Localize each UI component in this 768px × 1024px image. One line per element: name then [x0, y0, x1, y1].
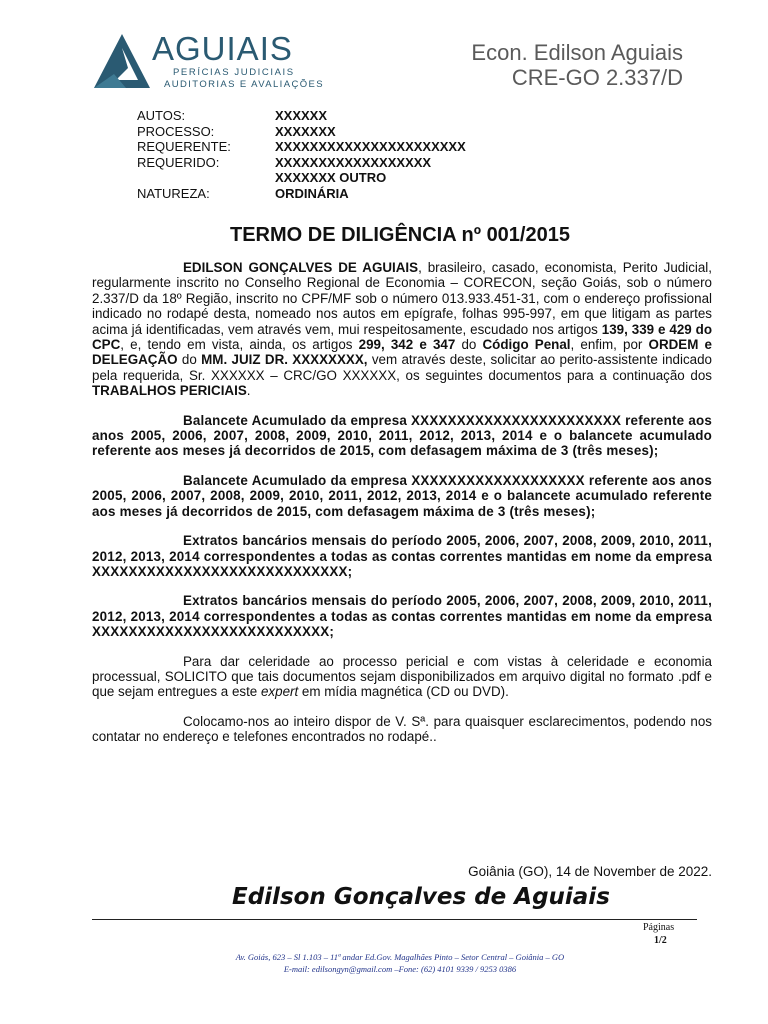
closing-paragraph: Colocamo-nos ao inteiro dispor de V. Sª. para quaisquer esclarecimentos, podendo nos contatar no endereço e telefones encontrados no rodapé..: [92, 713, 712, 745]
natureza-value: ORDINÁRIA: [275, 185, 349, 201]
header-registration: CRE-GO 2.337/D: [511, 65, 683, 90]
requerido-value: XXXXXXXXXXXXXXXXXX: [275, 154, 432, 170]
page-number: 1/2: [654, 935, 667, 946]
request-item: Extratos bancários mensais do período 2005, 2006, 2007, 2008, 2009, 2010, 2011, 2012, 2013, 2014 correspondentes a todas as contas correntes mantidas em nome da empresa XXXXXXXXXXXXXXXXXXXXXXXXXX;: [92, 593, 712, 640]
requerido-value-2: XXXXXXX OUTRO: [275, 170, 387, 185]
footer-address: Av. Goiás, 623 – Sl 1.103 – 11ª andar Ed.Gov. Magalhães Pinto – Setor Central – Goiânia – GO: [235, 952, 565, 962]
signature: Edilson Gonçalves de Aguiais: [232, 884, 610, 910]
document-date: Goiânia (GO), 14 de November de 2022.: [468, 864, 712, 879]
natureza-label: NATUREZA:: [137, 185, 210, 201]
autos-label: AUTOS:: [137, 108, 186, 123]
document-body: [92, 260, 712, 759]
signature-divider: [92, 919, 697, 920]
processo-label: PROCESSO:: [137, 123, 215, 139]
logo-subtitle-2: AUDITORIAS E AVALIAÇÕES: [164, 79, 324, 90]
delivery-paragraph: Para dar celeridade ao processo pericial e com vistas à celeridade e economia processual, SOLICITO que tais documentos sejam disponibilizados em arquivo digital no formato .pdf e que sejam entregues a este expert em mídia magnética (CD ou DVD).: [92, 653, 712, 700]
footer-contact: E-mail: edilsongyn@gmail.com –Fone: (62) 4101 9339 / 9253 0386: [283, 964, 517, 974]
header-identity: [471, 40, 683, 90]
pages-label: Páginas: [643, 922, 675, 933]
case-metadata: [137, 108, 466, 201]
requerido-label: REQUERIDO:: [137, 154, 220, 170]
header-name: Econ. Edilson Aguiais: [471, 40, 683, 65]
requerente-value: XXXXXXXXXXXXXXXXXXXXXX: [275, 139, 466, 154]
logo-subtitle-1: PERÍCIAS JUDICIAIS: [173, 67, 295, 78]
requerente-label: REQUERENTE:: [137, 139, 231, 154]
request-item: Balancete Acumulado da empresa XXXXXXXXXXXXXXXXXXX referente aos anos 2005, 2006, 2007, 2008, 2009, 2010, 2011, 2012, 2013, 2014 e o balancete acumulado referente aos meses já decorridos de 2015, com defasagem máxima de 3 (três meses);: [92, 472, 712, 519]
document-title: TERMO DE DILIGÊNCIA nº 001/2015: [230, 224, 570, 246]
logo-title: AGUIAIS: [152, 30, 293, 67]
autos-value: XXXXXX: [275, 108, 328, 123]
request-item: Extratos bancários mensais do período 2005, 2006, 2007, 2008, 2009, 2010, 2011, 2012, 2013, 2014 correspondentes a todas as contas correntes mantidas em nome da empresa XXXXXXXXXXXXXXXXXXXXXXXXXXXX;: [92, 533, 712, 579]
intro-paragraph: EDILSON GONÇALVES DE AGUIAIS, brasileiro, casado, economista, Perito Judicial, regularmente inscrito no Conselho Regional de Economia – CORECON, seção Goiás, sob o número 2.337/D da 18º Região, inscrito no CPF/MF sob o número 013.933.451-31, com o endereço profissional indicado no rodapé desta, nomeado nos autos em epígrafe, folhas 995-997, em que litigam as partes acima já identificadas, vem através vem, mui respeitosamente, escudado nos artigos 139, 339 e 429 do CPC, e, tendo em vista, ainda, os artigos 299, 342 e 347 do Código Penal, enfim, por ORDEM e DELEGAÇÃO do MM. JUIZ DR. XXXXXXXX, vem através deste, solicitar ao perito-assistente indicado pela requerida, Sr. XXXXXX – CRC/GO XXXXXX, os seguintes documentos para a continuação dos TRABALHOS PERICIAIS.: [92, 260, 713, 399]
processo-value: XXXXXXX: [275, 123, 336, 139]
request-item: Balancete Acumulado da empresa XXXXXXXXXXXXXXXXXXXXXXX referente aos anos 2005, 2006, 2007, 2008, 2009, 2010, 2011, 2012, 2013, 2014 e o balancete acumulado referente aos meses já decorridos de 2015, com defasagem máxima de 3 (três meses);: [92, 412, 712, 459]
